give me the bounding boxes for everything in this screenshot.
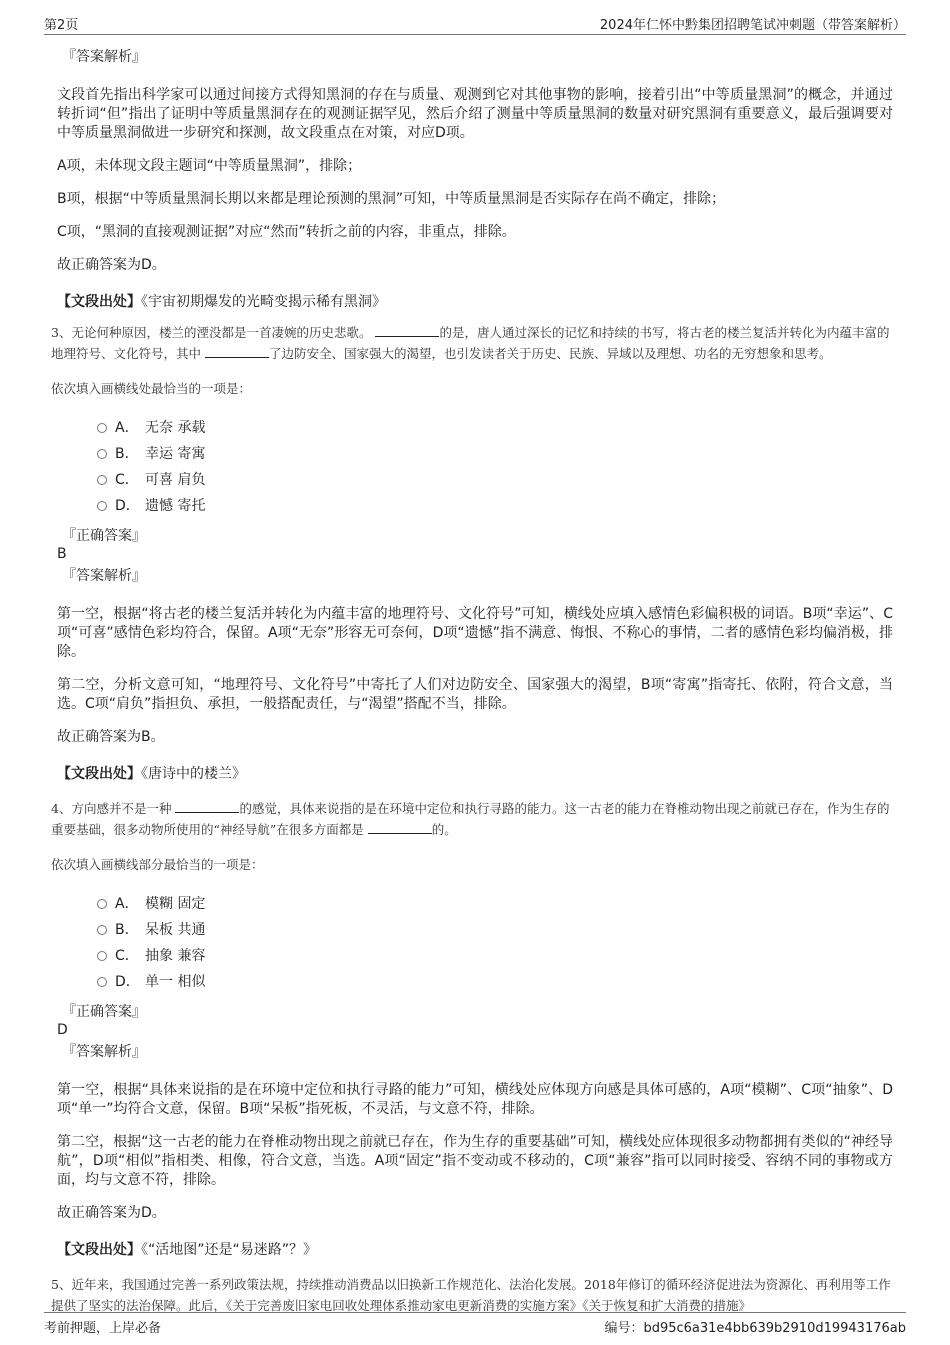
q3-source — [57, 765, 893, 784]
q3-prompt: 依次填入画横线处最恰当的一项是： — [51, 381, 252, 396]
footer-slogan: 考前押题，上岸必备 — [44, 1321, 162, 1336]
code-value: bd95c6a31e4bb639b2910d19943176ab — [643, 1321, 906, 1336]
q3-stem-part-2: 的是，唐人通过深长的记忆和持续的书写，将古老的楼兰复活并转化为内蕴丰富的地理符号、文化符号，其中 — [51, 325, 890, 361]
document-title: 2024年仁怀中黔集团招聘笔试冲刺题（带答案解析） — [599, 18, 906, 33]
q4-stem-part-1: 4、方向感并不是一种 — [51, 801, 172, 816]
q4-correct-label: 『正确答案』 — [62, 1004, 146, 1020]
source-label: 【文段出处】 — [57, 766, 141, 782]
option-text: 遗憾 寄托 — [145, 498, 206, 514]
option-text: 模糊 固定 — [145, 896, 206, 912]
q2-analysis-para-2: A项，未体现文段主题词“中等质量黑洞”，排除； — [57, 158, 362, 174]
option-text: 单一 相似 — [145, 974, 206, 990]
q4-option-b[interactable] — [97, 917, 893, 943]
option-text: 抽象 兼容 — [145, 948, 206, 964]
q3-analysis-para-2: 第二空，分析文意可知，“地理符号、文化符号”中寄托了人们对边防安全、国家强大的渴望，B项“寄寓”指寄托、依附，符合文意，当选。C项“肩负”指担负、承担，一般搭配责任，与“渴望”搭配不当，排除。 — [57, 677, 893, 712]
q4-blank-2 — [368, 821, 432, 834]
q3-correct-label: 『正确答案』 — [62, 528, 146, 544]
q3-stem-part-1: 3、无论何种原因，楼兰的湮没都是一首凄婉的历史悲歌。 — [51, 325, 372, 340]
source-title: 《宇宙初期爆发的光畸变揭示稀有黑洞》 — [141, 294, 386, 310]
radio-icon[interactable] — [97, 423, 107, 433]
q3-options — [97, 415, 893, 519]
q4-correct-answer: D — [57, 1022, 68, 1038]
q4-conclusion: 故正确答案为D。 — [57, 1205, 166, 1221]
q3-option-a[interactable] — [97, 415, 893, 441]
q4-stem — [51, 798, 893, 840]
q4-source — [57, 1241, 893, 1260]
q4-analysis-para-2: 第二空，根据“这一古老的能力在脊椎动物出现之前就已存在，作为生存的重要基础”可知，横线处应体现很多动物都拥有类似的“神经导航”，D项“相似”指相类、相像，符合文意，当选。A项“固定”指不变动或不移动的，C项“兼容”指可以同时接受、容纳不同的事物或方面，均与文意不符，排除。 — [57, 1134, 893, 1188]
q4-blank-1 — [175, 800, 239, 813]
q3-stem-part-3: 了边防安全、国家强大的渴望，也引发读者关于历史、民族、异域以及理想、功名的无穷想象和思考。 — [269, 346, 832, 361]
option-key: D． — [115, 498, 140, 514]
q4-option-c[interactable] — [97, 943, 893, 969]
radio-icon[interactable] — [97, 475, 107, 485]
option-key: D． — [115, 974, 140, 990]
q4-options — [97, 891, 893, 995]
option-key: B． — [115, 922, 139, 938]
option-text: 无奈 承载 — [145, 420, 206, 436]
radio-icon[interactable] — [97, 951, 107, 961]
source-title: 《“活地图”还是“易迷路”？》 — [141, 1242, 318, 1258]
option-key: B． — [115, 446, 139, 462]
option-text: 可喜 肩负 — [145, 472, 206, 488]
source-title: 《唐诗中的楼兰》 — [141, 766, 246, 782]
q3-stem — [51, 322, 893, 364]
q3-correct-answer: B — [57, 546, 67, 562]
code-label: 编号： — [604, 1321, 644, 1336]
radio-icon[interactable] — [97, 977, 107, 987]
document-code — [604, 1317, 906, 1336]
q2-analysis-label: 『答案解析』 — [62, 49, 146, 65]
q3-option-d[interactable] — [97, 493, 893, 519]
q3-option-c[interactable] — [97, 467, 893, 493]
q4-prompt: 依次填入画横线部分最恰当的一项是： — [51, 857, 264, 872]
q3-blank-1 — [375, 324, 439, 337]
radio-icon[interactable] — [97, 449, 107, 459]
option-key: C． — [115, 948, 139, 964]
page-footer — [44, 1312, 906, 1337]
q4-stem-part-2: 的感觉，具体来说指的是在环境中定位和执行寻路的能力。这一古老的能力在脊椎动物出现之前就已存在，作为生存的重要基础，很多动物所使用的“神经导航”在很多方面都是 — [51, 801, 890, 837]
q2-analysis-para-1: 文段首先指出科学家可以通过间接方式得知黑洞的存在与质量、观测到它对其他事物的影响，接着引出“中等质量黑洞”的概念，并通过转折词“但”指出了证明中等质量黑洞存在的观测证据罕见，然后介绍了测量中等质量黑洞的数量对研究黑洞有重要意义，最后强调要对中等质量黑洞做进一步研究和探测，故文段重点在对策，对应D项。 — [57, 87, 893, 141]
q3-blank-2 — [205, 345, 269, 358]
option-key: C． — [115, 472, 139, 488]
page-header — [44, 12, 906, 35]
q3-conclusion: 故正确答案为B。 — [57, 729, 165, 745]
q3-option-b[interactable] — [97, 441, 893, 467]
q3-analysis-para-1: 第一空，根据“将古老的楼兰复活并转化为内蕴丰富的地理符号、文化符号”可知，横线处应填入感情色彩偏积极的词语。B项“幸运”、C项“可喜”感情色彩均符合，保留。A项“无奈”形容无可奈何，D项“遗憾”指不满意、悔恨、不称心的事情，二者的感情色彩均偏消极，排除。 — [57, 606, 893, 660]
source-label: 【文段出处】 — [57, 1242, 141, 1258]
radio-icon[interactable] — [97, 925, 107, 935]
source-label: 【文段出处】 — [57, 294, 141, 310]
q4-analysis-para-1: 第一空，根据“具体来说指的是在环境中定位和执行寻路的能力”可知，横线处应体现方向感是具体可感的，A项“模糊”、C项“抽象”、D项“单一”均符合文意，保留。B项“呆板”指死板，不灵活，与文意不符，排除。 — [57, 1082, 893, 1117]
q4-stem-part-3: 的。 — [431, 822, 457, 837]
q4-option-d[interactable] — [97, 969, 893, 995]
option-text: 幸运 寄寓 — [145, 446, 206, 462]
option-text: 呆板 共通 — [145, 922, 206, 938]
q4-option-a[interactable] — [97, 891, 893, 917]
document-body — [51, 38, 893, 1316]
page-number: 第2页 — [44, 18, 79, 33]
radio-icon[interactable] — [97, 899, 107, 909]
option-key: A． — [115, 420, 139, 436]
q2-conclusion: 故正确答案为D。 — [57, 257, 166, 273]
q2-analysis-para-4: C项，“黑洞的直接观测证据”对应“然而”转折之前的内容，非重点，排除。 — [57, 224, 516, 240]
q2-analysis-para-3: B项，根据“中等质量黑洞长期以来都是理论预测的黑洞”可知，中等质量黑洞是否实际存在尚不确定，排除； — [57, 191, 726, 207]
q3-analysis-label: 『答案解析』 — [62, 568, 146, 584]
q5-stem: 5、近年来，我国通过完善一系列政策法规，持续推动消费品以旧换新工作规范化、法治化发展。2018年修订的循环经济促进法为资源化、再利用等工作提供了坚实的法治保障。此后，《关于完善废旧家电回收处理体系推动家电更新消费的实施方案》《关于恢复和扩大消费的措施》 — [51, 1277, 891, 1313]
q2-source — [57, 293, 893, 312]
radio-icon[interactable] — [97, 501, 107, 511]
option-key: A． — [115, 896, 139, 912]
q4-analysis-label: 『答案解析』 — [62, 1044, 146, 1060]
